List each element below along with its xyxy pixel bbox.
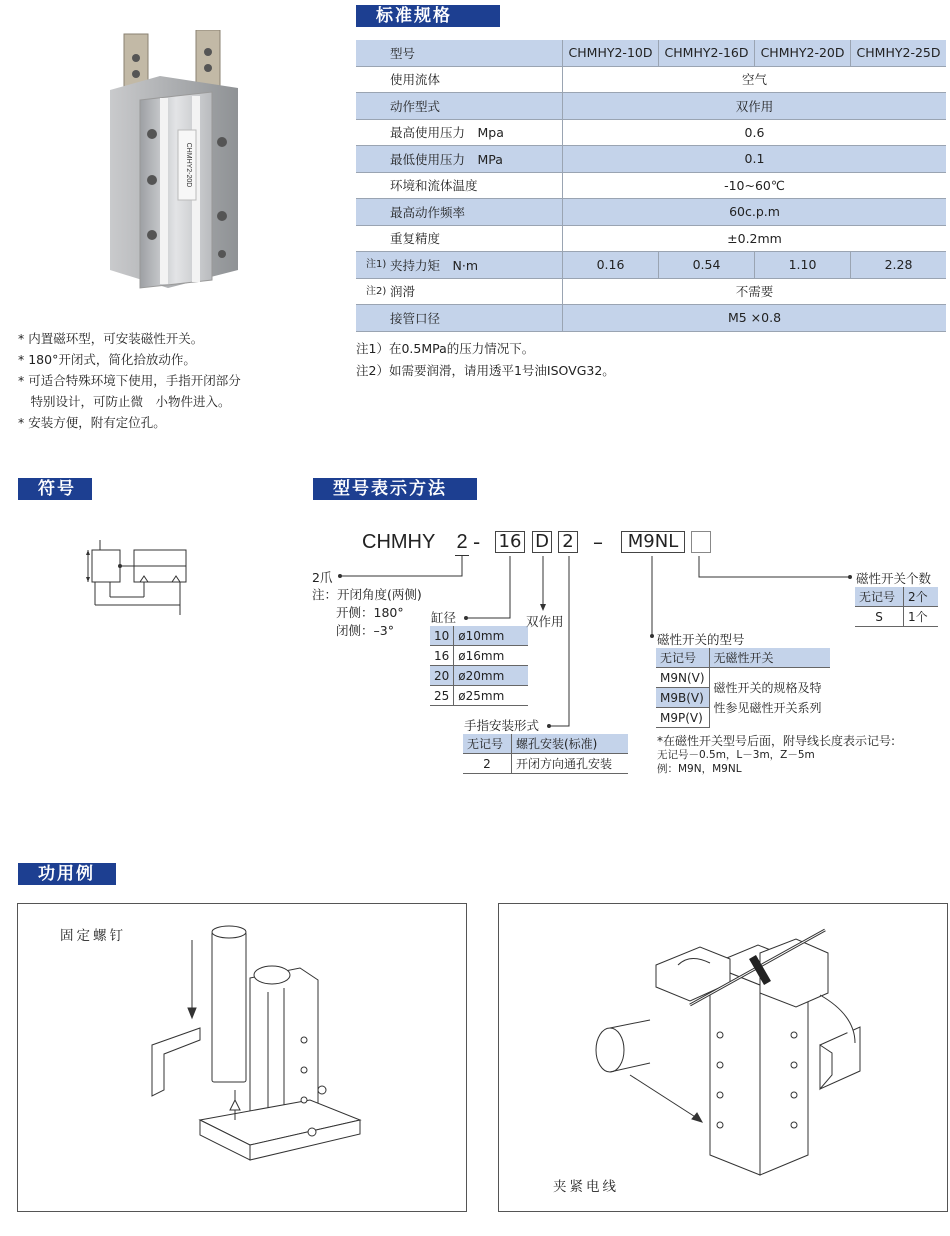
row-label: 最高使用压力 Mpa [356,119,563,146]
usage-right-drawing [570,925,880,1180]
section-title-spec: 标准规格 [356,5,500,27]
row-value: M5 ×0.8 [563,305,947,332]
switch-code: M9P(V) [656,708,709,728]
footnote-marker: 注1) [366,259,387,270]
table-row [356,305,946,332]
row-label [356,278,563,305]
model-prefix: CHMHY [362,531,436,553]
product-photo [100,30,260,292]
mount-desc: 开闭方向通孔安装 [512,754,629,774]
row-value: 0.6 [563,119,947,146]
row-value: ±0.2mm [563,225,947,252]
table-row [463,754,628,774]
switch-head-code: 无记号 [656,648,709,668]
switch-count-table [855,587,938,627]
note-1: 注1）在0.5MPa的压力情况下。 [356,341,535,356]
model-action-code: D [532,531,552,553]
row-value: 0.1 [563,146,947,173]
feature-item: * 安装方便，附有定位孔。 [18,415,166,430]
mount-title: 手指安装形式 [464,718,540,733]
claw-label: 2爪 [312,570,333,585]
row-label [356,252,563,279]
bore-table [430,626,528,706]
row-label-text: 润滑 [390,284,416,300]
table-row [463,734,628,754]
model-count-code [691,531,711,553]
header-label: 型号 [356,40,563,66]
bore-title: 缸径 [431,610,457,625]
table-row [356,172,946,199]
switch-type-title: 磁性开关的型号 [657,632,745,647]
model-mount-code: 2 [558,531,578,553]
model-dash: – [593,530,603,554]
table-row [356,225,946,252]
bore-size: ø10mm [454,626,529,646]
mount-table [463,734,628,774]
row-label-text: 夹持力矩 N·m [390,257,479,273]
row-label: 动作型式 [356,93,563,120]
note-2: 注2）如需要润滑，请用透平1号油ISOVG32。 [356,363,615,378]
row-value: 空气 [563,66,947,93]
table-header-row [356,40,946,66]
count-value: 1个 [904,607,939,627]
count-code: 无记号 [855,587,904,607]
bore-code: 25 [430,686,454,706]
row-label: 最高动作频率 [356,199,563,226]
feature-item: * 内置磁环型，可安装磁性开关。 [18,331,204,346]
model-column: CHMHY2-10D [563,40,659,66]
table-row [430,626,528,646]
mount-code: 2 [463,754,512,774]
feature-item: * 可适合特殊环境下使用，手指开闭部分 [18,373,241,388]
switch-code: M9B(V) [656,688,709,708]
table-row [356,66,946,93]
row-value: 0.54 [659,252,755,279]
switch-desc-line: 磁性开关的规格及特 [713,680,822,695]
row-value: 0.16 [563,252,659,279]
row-value: 不需要 [563,278,947,305]
row-value: 2.28 [851,252,946,279]
table-row [656,648,830,668]
footnote-marker: 注2) [366,285,387,297]
row-label: 最低使用压力 MPa [356,146,563,173]
bore-code: 10 [430,626,454,646]
section-title-usage: 功用例 [18,863,116,885]
bore-code: 20 [430,666,454,686]
row-label: 接管口径 [356,305,563,332]
bore-size: ø20mm [454,666,529,686]
model-column: CHMHY2-20D [755,40,851,66]
count-code: S [855,607,904,627]
row-value: -10~60℃ [563,172,947,199]
model-bore-code: 16 [495,531,525,553]
feature-item: * 180°开闭式，简化拾放动作。 [18,352,196,367]
bore-code: 16 [430,646,454,666]
claw-note: 注：开闭角度(两侧) [312,587,422,602]
switch-note-3: 例：M9N，M9NL [657,763,742,775]
switch-note-1: *在磁性开关型号后面，附导线长度表示记号: [657,734,896,748]
usage-left-drawing [140,920,370,1195]
table-row [656,668,830,688]
model-dash: - [473,530,481,554]
spec-table [356,40,946,332]
table-row [356,93,946,120]
section-title-model: 型号表示方法 [313,478,477,500]
row-value: 双作用 [563,93,947,120]
row-value: 60c.p.m [563,199,947,226]
model-claw-code: 2 [455,529,469,556]
row-label: 重复精度 [356,225,563,252]
spec-notes [356,338,615,382]
switch-desc-line: 性参见磁性开关系列 [713,700,822,715]
bore-size: ø25mm [454,686,529,706]
table-row [356,252,946,279]
model-column: CHMHY2-25D [851,40,946,66]
switch-desc [709,668,830,728]
row-label: 环境和流体温度 [356,172,563,199]
pneumatic-symbol [80,535,190,620]
switch-head-desc: 无磁性开关 [709,648,830,668]
table-row [356,278,946,305]
table-row [356,146,946,173]
table-row [430,646,528,666]
switch-code: M9N(V) [656,668,709,688]
model-column: CHMHY2-16D [659,40,755,66]
usage-left-label: 固定螺钉 [60,928,126,944]
mount-desc: 螺孔安装(标准) [512,734,629,754]
row-label: 使用流体 [356,66,563,93]
model-switch-code: M9NL [621,531,685,553]
table-row [855,587,938,607]
switch-type-table [656,648,830,728]
product-label: CHMHY2-20D [185,142,192,188]
table-row [430,686,528,706]
claw-close: 闭侧：–3° [336,623,394,638]
bore-size: ø16mm [454,646,529,666]
table-row [356,119,946,146]
table-row [855,607,938,627]
action-label: 双作用 [526,614,564,629]
claw-open: 开侧：180° [336,605,404,620]
usage-right-label: 夹紧电线 [553,1179,619,1195]
table-row [356,199,946,226]
table-row [430,666,528,686]
switch-count-title: 磁性开关个数 [856,571,932,586]
section-title-symbol: 符号 [18,478,92,500]
switch-note-2: 无记号－0.5m，L－3m，Z－5m [657,749,815,761]
feature-list [18,328,241,433]
mount-code: 无记号 [463,734,512,754]
count-value: 2个 [904,587,939,607]
feature-item: 特别设计，可防止微 小物件进入。 [18,394,231,409]
row-value: 1.10 [755,252,851,279]
